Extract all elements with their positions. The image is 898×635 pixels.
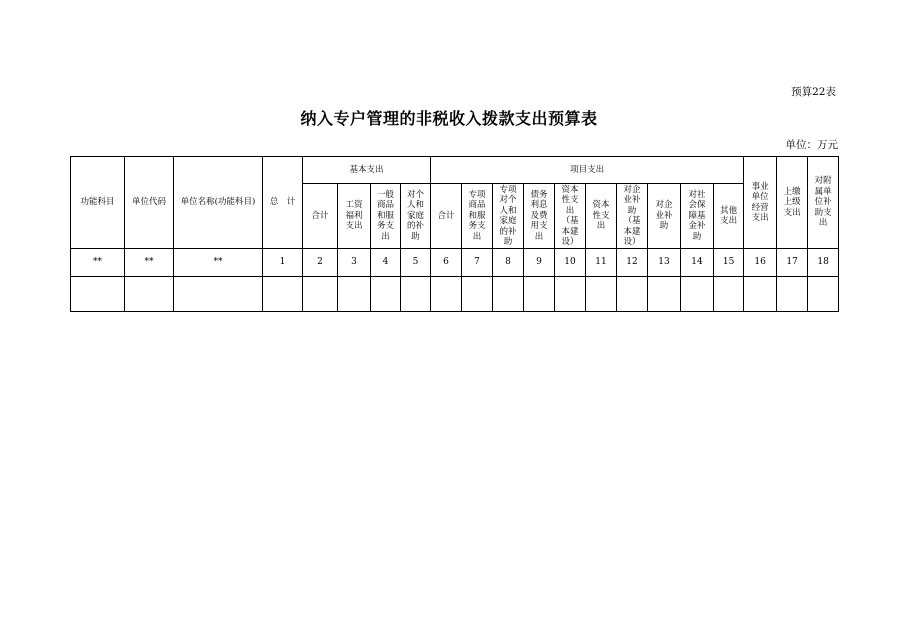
index-cell: 11 xyxy=(586,249,617,277)
index-cell: 9 xyxy=(524,249,555,277)
header-basic-salary: 工资福利支出 xyxy=(345,200,363,232)
header-basic-goods-services: 一般商品和服务支出 xyxy=(376,189,394,242)
header-project-capital: 资本性支出 xyxy=(592,200,610,232)
empty-cell xyxy=(401,277,431,312)
empty-cell xyxy=(777,277,808,312)
header-basic-group: 基本支出 xyxy=(303,157,431,184)
index-cell: 18 xyxy=(808,249,839,277)
header-project-social-security: 对社会保障基金补助 xyxy=(688,189,706,242)
empty-cell xyxy=(338,277,371,312)
index-cell: 13 xyxy=(648,249,681,277)
empty-cell xyxy=(808,277,839,312)
header-basic-subtotal: 合计 xyxy=(303,184,338,249)
form-number: 预算22表 xyxy=(791,86,836,98)
header-project-capital-construction: 资本性支出（基本建设） xyxy=(561,184,579,247)
empty-cell xyxy=(648,277,681,312)
index-cell: ** xyxy=(125,249,174,277)
header-unit-code: 单位代码 xyxy=(125,157,174,249)
index-cell: 14 xyxy=(681,249,714,277)
header-basic-personal-subsidy: 对个人和家庭的补助 xyxy=(406,189,424,242)
empty-cell xyxy=(71,277,125,312)
empty-cell xyxy=(493,277,524,312)
empty-data-row xyxy=(71,277,839,312)
budget-table xyxy=(70,156,839,312)
index-cell: 5 xyxy=(401,249,431,277)
header-project-debt-interest: 债务利息及费用支出 xyxy=(530,189,548,242)
index-cell: 10 xyxy=(555,249,586,277)
empty-cell xyxy=(617,277,648,312)
empty-cell xyxy=(524,277,555,312)
header-remit-upper: 上缴上级支出 xyxy=(783,186,801,218)
header-project-group: 项目支出 xyxy=(431,157,744,184)
header-operating-expense: 事业单位经营支出 xyxy=(751,181,769,223)
header-project-other: 其他支出 xyxy=(720,205,738,226)
index-cell: 12 xyxy=(617,249,648,277)
header-total: 总 计 xyxy=(263,157,303,249)
empty-cell xyxy=(303,277,338,312)
empty-cell xyxy=(371,277,401,312)
page-title: 纳入专户管理的非税收入拨款支出预算表 xyxy=(300,109,598,128)
index-cell: ** xyxy=(71,249,125,277)
empty-cell xyxy=(431,277,462,312)
empty-cell xyxy=(125,277,174,312)
header-project-personal-subsidy: 专项对个人和家庭的补助 xyxy=(499,184,517,247)
header-project-enterprise-construction: 对企业补助（基本建设） xyxy=(623,184,641,247)
header-func-subject: 功能科目 xyxy=(71,157,125,249)
empty-cell xyxy=(744,277,777,312)
index-cell: 1 xyxy=(263,249,303,277)
empty-cell xyxy=(586,277,617,312)
index-cell: 4 xyxy=(371,249,401,277)
header-project-goods-services: 专项商品和服务支出 xyxy=(468,189,486,242)
index-row xyxy=(71,249,839,277)
index-cell: 15 xyxy=(714,249,744,277)
header-unit-name: 单位名称(功能科目) xyxy=(174,157,263,249)
empty-cell xyxy=(555,277,586,312)
index-cell: 3 xyxy=(338,249,371,277)
empty-cell xyxy=(681,277,714,312)
empty-cell xyxy=(263,277,303,312)
header-project-subtotal: 合计 xyxy=(431,184,462,249)
index-cell: 17 xyxy=(777,249,808,277)
empty-cell xyxy=(462,277,493,312)
empty-cell xyxy=(714,277,744,312)
header-project-enterprise: 对企业补助 xyxy=(655,200,673,232)
header-row-1 xyxy=(71,157,839,184)
index-cell: 7 xyxy=(462,249,493,277)
index-cell: 6 xyxy=(431,249,462,277)
index-cell: 16 xyxy=(744,249,777,277)
index-cell: 2 xyxy=(303,249,338,277)
index-cell: 8 xyxy=(493,249,524,277)
unit-label: 单位：万元 xyxy=(785,139,838,151)
empty-cell xyxy=(174,277,263,312)
header-subsidiary-subsidy: 对附属单位补助支出 xyxy=(814,176,832,229)
index-cell: ** xyxy=(174,249,263,277)
